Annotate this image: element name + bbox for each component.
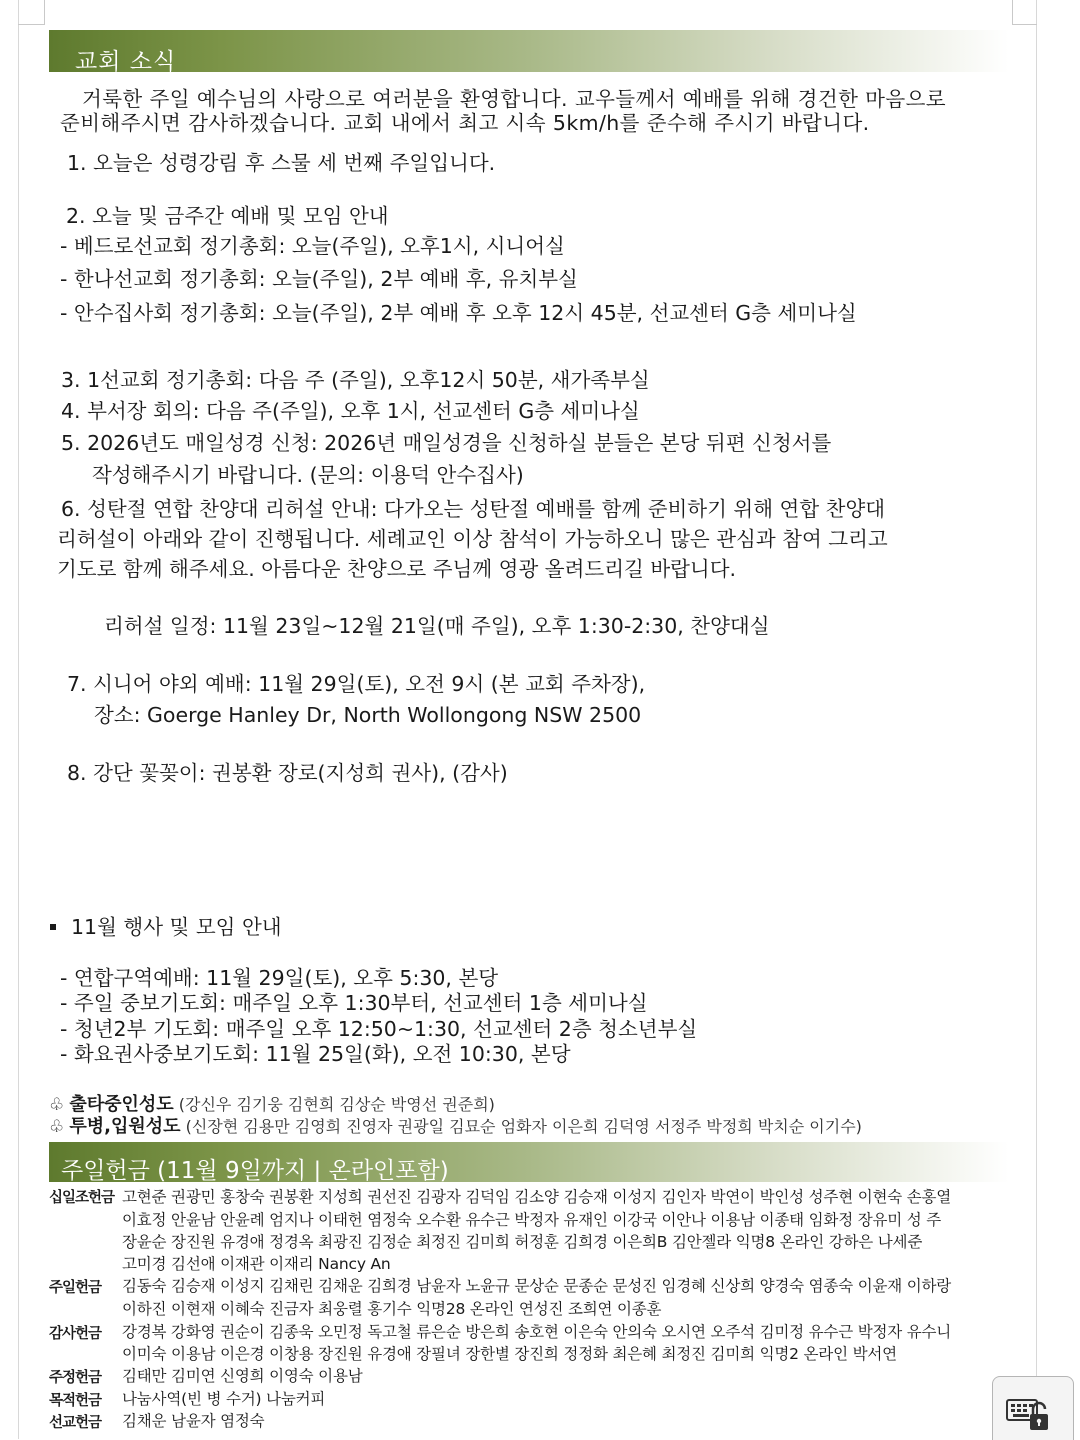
thanks-offering-names-line: 이미숙 이용남 이은경 이창용 장진원 유경애 장필녀 장한별 장진희 정정화 최은혜 최정진 김미희 익명2 온라인 박서연 <box>122 1345 897 1363</box>
crop-mark-right <box>1012 0 1037 25</box>
news-item-5-line-1: 5. 2026년도 매일성경 신청: 2026년 매일성경을 신청하실 분들은 본당 뒤편 신청서를 <box>61 431 832 455</box>
weekly-offering-names-line: 이하진 이현재 이혜숙 진금자 최웅렬 홍기수 익명28 온라인 연성진 조희연 이종훈 <box>122 1300 662 1318</box>
sick-members <box>49 1117 862 1137</box>
purpose-offering-names: 나눔사역(빈 병 수거) 나눔커피 <box>122 1390 326 1408</box>
clover-icon: ♧ <box>49 1095 65 1115</box>
crop-mark-left <box>18 0 45 25</box>
news-item-2: 2. 오늘 및 금주간 예배 및 모임 안내 <box>66 204 389 228</box>
news-item-1: 1. 오늘은 성령강림 후 스물 세 번째 주일입니다. <box>67 151 496 175</box>
page-edge-left <box>18 0 19 1439</box>
church-news-title: 교회 소식 <box>75 49 177 72</box>
news-item-2b: - 한나선교회 정기총회: 오늘(주일), 2부 예배 후, 유치부실 <box>60 267 578 291</box>
building-offering-label: 주정헌금 <box>49 1370 102 1386</box>
news-item-7-line-1: 7. 시니어 야외 예배: 11월 29일(토), 오전 9시 (본 교회 주차장), <box>67 672 646 696</box>
sick-members-names: (신장현 김용만 김영희 진영자 권광일 김묘순 엄화자 이은희 김덕영 서정주 박정희 박치순 이기수) <box>185 1117 862 1136</box>
november-event-row: - 화요권사중보기도회: 11월 25일(화), 오전 10:30, 본당 <box>60 1042 571 1066</box>
news-item-6-line-1: 6. 성탄절 연합 찬양대 리허설 안내: 다가오는 성탄절 예배를 함께 준비하기 위해 연합 찬양대 <box>61 497 886 521</box>
weekly-offering-names-line: 김동숙 김승재 이성지 김채린 김채운 김희경 남윤자 노윤규 문상순 문종순 문성진 임경혜 신상희 양경숙 염종숙 이윤재 이하랑 <box>122 1277 952 1295</box>
news-item-5-line-2: 작성해주시기 바랍니다. (문의: 이용덕 안수집사) <box>92 463 524 487</box>
mission-offering-names: 김채운 남윤자 염정숙 <box>122 1412 265 1430</box>
church-news-banner <box>49 30 1009 72</box>
news-item-3: 3. 1선교회 정기총회: 다음 주 (주일), 오후12시 50분, 새가족부실 <box>61 368 650 392</box>
news-item-6-line-3: 기도로 함께 해주세요. 아름다운 찬양으로 주님께 영광 올려드리길 바랍니다. <box>57 557 737 581</box>
traveling-members <box>49 1095 495 1115</box>
sick-members-label: 투병,입원성도 <box>69 1116 181 1137</box>
mission-offering-label: 선교헌금 <box>49 1415 102 1431</box>
news-item-2c: - 안수집사회 정기총회: 오늘(주일), 2부 예배 후 오후 12시 45분, 선교센터 G층 세미나실 <box>60 301 857 325</box>
bullet-icon <box>50 924 56 930</box>
november-event-row: - 주일 중보기도회: 매주일 오후 1:30부터, 선교센터 1층 세미나실 <box>60 991 648 1015</box>
building-offering-names: 김태만 김미연 신영희 이영숙 이용남 <box>122 1367 363 1385</box>
purpose-offering-label: 목적헌금 <box>49 1393 102 1409</box>
news-item-2a: - 베드로선교회 정기총회: 오늘(주일), 오후1시, 시니어실 <box>60 234 565 258</box>
november-event-row: - 연합구역예배: 11월 29일(토), 오후 5:30, 본당 <box>60 966 499 990</box>
november-event-row: - 청년2부 기도회: 매주일 오후 12:50~1:30, 선교센터 2층 청소년부실 <box>60 1017 698 1041</box>
tithe-label: 십일조헌금 <box>49 1190 115 1206</box>
traveling-members-names: (강신우 김기웅 김현희 김상순 박영선 권준희) <box>178 1095 495 1114</box>
tithe-names-line: 장윤순 장진원 유경애 정경옥 최광진 김정순 최정진 김미희 허정훈 김희경 이은희B 김안젤라 익명8 온라인 강하은 나세준 <box>122 1233 923 1251</box>
weekly-offering-label: 주일헌금 <box>49 1280 102 1296</box>
tithe-names-line: 고현준 권광민 홍창숙 권봉환 지성희 권선진 김광자 김덕임 김소양 김승재 이성지 김인자 박연이 박인성 성주현 이현숙 손홍열 <box>122 1188 952 1206</box>
traveling-members-label: 출타중인성도 <box>69 1094 174 1115</box>
clover-icon: ♧ <box>49 1117 65 1137</box>
tithe-names-line: 고미경 김선애 이재관 이재리 Nancy An <box>122 1255 391 1273</box>
page-edge-right <box>1036 0 1037 1439</box>
news-item-8: 8. 강단 꽃꽂이: 권봉환 장로(지성희 권사), (감사) <box>67 761 508 785</box>
keyboard-lock-button[interactable] <box>992 1376 1074 1440</box>
news-item-4: 4. 부서장 회의: 다음 주(주일), 오후 1시, 선교센터 G층 세미나실 <box>61 399 640 423</box>
rehearsal-schedule: 리허설 일정: 11월 23일~12월 21일(매 주일), 오후 1:30-2:30, 찬양대실 <box>104 614 770 638</box>
thanks-offering-label: 감사헌금 <box>49 1326 102 1342</box>
offering-banner <box>49 1142 1009 1182</box>
tithe-names-line: 이효정 안윤남 안윤례 엄지나 이태헌 염정숙 오수환 유수근 박정자 유재인 이강국 이안나 이용남 이종태 임화정 장유미 성 주 <box>122 1211 942 1229</box>
november-events-title: 11월 행사 및 모임 안내 <box>71 915 282 939</box>
thanks-offering-names-line: 강경복 강화영 권순이 김종욱 오민정 독고철 류은순 방은희 송호현 이은숙 안의숙 오시연 오주석 김미정 유수근 박정자 유수니 <box>122 1323 952 1341</box>
intro-line-1: 거룩한 주일 예수님의 사랑으로 여러분을 환영합니다. 교우들께서 예배를 위해 경건한 마음으로 <box>82 87 946 111</box>
news-item-6-line-2: 리허설이 아래와 같이 진행됩니다. 세례교인 이상 참석이 가능하오니 많은 관심과 참여 그리고 <box>57 527 888 551</box>
offering-title: 주일헌금 (11월 9일까지 | 온라인포함) <box>61 1158 449 1182</box>
keyboard-lock-icon <box>1005 1394 1055 1434</box>
news-item-7-address: 장소: Goerge Hanley Dr, North Wollongong NSW 2500 <box>94 703 642 727</box>
intro-line-2: 준비해주시면 감사하겠습니다. 교회 내에서 최고 시속 5km/h를 준수해 주시기 바랍니다. <box>60 111 870 135</box>
